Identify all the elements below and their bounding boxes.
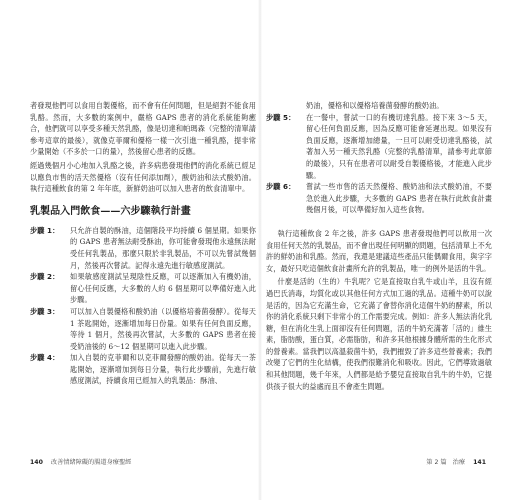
step-label: 步驟 2：	[30, 272, 60, 282]
step-item	[30, 306, 256, 352]
right-page-footer	[426, 457, 486, 466]
right-paragraph-b: 什麼是活的（生的）牛乳呢？它是直接取自乳牛或山羊，且沒有經過巴氏消毒，均質化或以其他任何方式加工過的乳品。這種牛奶可以說是活的，因為它充滿生命，它充滿了會替你消化這個牛奶的酵素，所以你的消化系統只剩下非常小的工作需要完成。例如：許多人無法消化乳糖，但在消化生乳上面卻沒有任何問題，活的牛奶充滿著「活的」維生素，脂肪酸，蛋白質，必需脂肪，和許多其他根據身體所需的生化形式的營養素。當我們以高溫殺菌牛奶，我們摧毀了許多這些營養素；我們改變了它們的生化結構，使我們很難消化和吸收。因此，它們導致過敏和其他問題，幾千年來，人們都是給予嬰兒直接取自乳牛的牛奶，它提供孩子很大的益處而且不會產生問題。	[266, 277, 492, 391]
step-text: 加入自製的克菲爾和以克菲爾發酵的酸奶油。從每天一茶匙開始，逐漸增加到每日分量，執行此步驟前，先進行敏感度測試，持續食用已經加入的乳製品：酥油、	[70, 353, 256, 386]
right-continuation: 奶油，優格和以優格培養菌發酵的酸奶油。	[306, 101, 444, 110]
step-label: 步驟 3：	[30, 306, 60, 316]
right-paragraph-a: 執行這種飲食 2 年之後，許多 GAPS 患者發現他們可以飲用一次食用任何天然的乳製品，而不會出現任何明顯的問題，包括清單上不允許的鮮奶油和乳酪。然而，我還是建議這些產品只能偶爾食用，與字字女，最好只吃這個飲食計畫所允許的乳製品，唯一的例外是活的牛乳。	[266, 228, 492, 273]
book-gutter	[258, 0, 262, 500]
step-item	[30, 352, 256, 387]
section-heading: 乳製品入門飲食——六步驟執行計畫	[30, 205, 191, 217]
page-number: 140	[30, 459, 43, 466]
page-number: 141	[473, 459, 486, 466]
step-item	[266, 112, 492, 182]
step-text: 只允許自製的酥油，這個階段平均持續 6 個星期。如果你的 GAPS 患者無法耐受酥油，你可能會發現他永遠無法耐受任何乳製品，那麼只限於非乳製品，不可以先嘗試幾個月，然後再次嘗試。記得永遠先進行敏感度測試。	[70, 225, 256, 270]
step-text: 嘗試一些市售的活天然優格、酸奶油和法式酸奶油，不要急於進入此步驟，大多數的 GAPS 患者在執行此飲食計畫幾個月後，可以準備好加入這些食物。	[306, 182, 492, 215]
step-text: 在一餐中，嘗試一口的有機切達乳酪。接下來 3～5 天，留心任何負面反應，因為反應可能會延遲出現。如果沒有負面反應，逐漸增加總量，一旦可以耐受切達乳酪後，試著加入另一種天然乳酪（完整的乳酪清單，請參考此章節的最後），只有在患者可以耐受自製優格後，才能進入此步驟。	[306, 112, 492, 180]
step-item	[30, 225, 256, 271]
step-item	[266, 181, 492, 216]
step-item	[30, 271, 256, 306]
step-text: 可以加入自製優格和酸奶油（以優格培養菌發酵）。從每天 1 茶匙開始，逐漸增加每日份量。如果有任何負面反應，等待 1 個月，然後再次嘗試，大多數的 GAPS 患者在接受奶油後的 6～12 個星期可以進入此步驟。	[70, 306, 256, 351]
left-paragraph-2: 經過幾個月小心地加入乳酪之後，許多病患發現他們的消化系統已經足以應負市售的活天然優格（沒有任何添加劑），酸奶油和法式酸奶油。執行這種飲食的第 2 年年底，新鮮奶油可以加入患者的飲食清單中。	[30, 160, 256, 194]
left-paragraph-1: 者發現他們可以食用自製優格，而不會有任何問題，但是絕對不能食用乳酪。然而，大多數的案例中，嚴格 GAPS 患者的消化系統能夠癒合，他們就可以享受多種天然乳酪，像是切達和帕瑪森（完整的清單請參考這章的最後），就像克菲爾和優格一樣一次引進一種乳酪，提非常少量開始（不多於一口的量），然後留心患者的反應。	[30, 101, 256, 157]
left-page-footer	[30, 457, 131, 466]
left-page	[30, 100, 256, 387]
step-text: 如果敏感度測試呈現陰性反應，可以逐漸加入有機奶油，留心任何反應，大多數的人約 6 個星期可以準備好進入此步驟。	[70, 272, 256, 305]
section-title: 第 2 篇 治療	[426, 459, 466, 466]
step-label: 步驟 6：	[266, 182, 296, 192]
book-title: 改善情緒障礙的腸道身療聖經	[50, 459, 132, 466]
step-label: 步驟 5：	[266, 112, 296, 122]
step-label: 步驟 1：	[30, 225, 60, 235]
step-label: 步驟 4：	[30, 353, 60, 363]
right-page	[266, 100, 492, 392]
